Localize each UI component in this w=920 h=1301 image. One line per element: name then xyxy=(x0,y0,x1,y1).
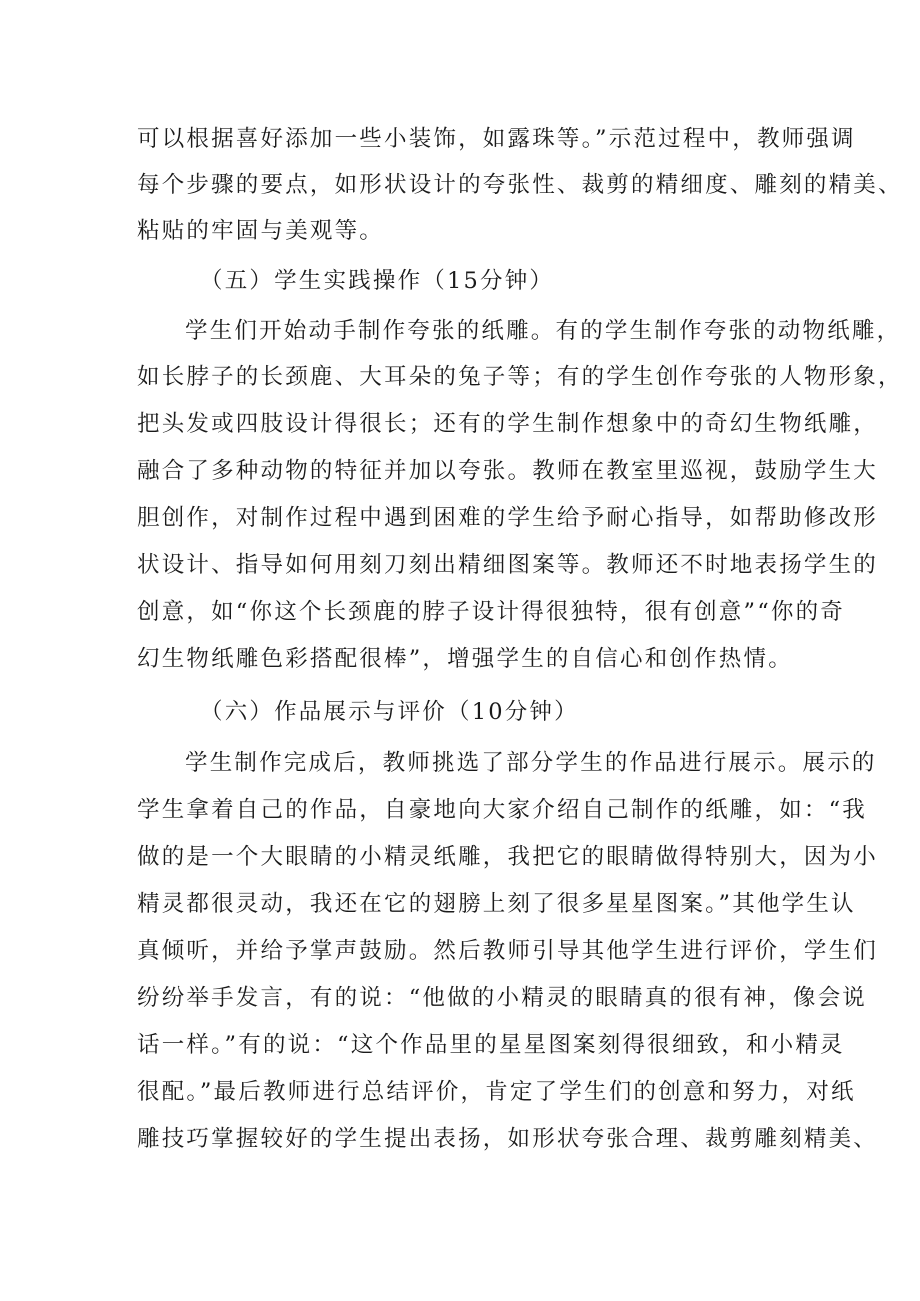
text-line: 把头发或四肢设计得很长；还有的学生制作想象中的奇幻生物纸雕， xyxy=(137,411,879,437)
text-line: 学生拿着自己的作品，自豪地向大家介绍自己制作的纸雕，如：“我 xyxy=(137,797,868,823)
paragraph-first-line: 学生们开始动手制作夸张的纸雕。有的学生制作夸张的动物纸雕， xyxy=(185,318,902,344)
text-line: 话一样。”有的说：“这个作品里的星星图案刻得很细致，和小精灵 xyxy=(137,1032,845,1058)
text-line: 纷纷举手发言，有的说：“他做的小精灵的眼睛真的很有神，像会说 xyxy=(137,985,868,1011)
text-line: 做的是一个大眼睛的小精灵纸雕，我把它的眼睛做得特别大，因为小 xyxy=(137,844,879,870)
section-heading: （五）学生实践操作（15分钟） xyxy=(200,268,555,294)
text-line: 雕技巧掌握较好的学生提出表扬，如形状夸张合理、裁剪雕刻精美、 xyxy=(137,1126,879,1152)
text-line: 很配。”最后教师进行总结评价，肯定了学生们的创意和努力，对纸 xyxy=(137,1079,856,1105)
text-line: 如长脖子的长颈鹿、大耳朵的兔子等；有的学生创作夸张的人物形象， xyxy=(137,364,903,390)
text-line: 胆创作，对制作过程中遇到困难的学生给予耐心指导，如帮助修改形 xyxy=(137,505,879,531)
section-heading: （六）作品展示与评价（10分钟） xyxy=(200,699,579,725)
text-line: 精灵都很灵动，我还在它的翅膀上刻了很多星星图案。”其他学生认 xyxy=(137,891,856,917)
text-line: 可以根据喜好添加一些小装饰，如露珠等。”示范过程中，教师强调 xyxy=(137,126,856,152)
text-line: 创意，如“你这个长颈鹿的脖子设计得很独特，很有创意”“你的奇 xyxy=(137,599,846,625)
text-line: 真倾听，并给予掌声鼓励。然后教师引导其他学生进行评价，学生们 xyxy=(137,938,879,964)
text-line: 粘贴的牢固与美观等。 xyxy=(137,218,385,244)
text-line: 幻生物纸雕色彩搭配很棒”，增强学生的自信心和创作热情。 xyxy=(137,646,793,672)
text-line: 状设计、指导如何用刻刀刻出精细图案等。教师还不时地表扬学生的 xyxy=(137,552,879,578)
paragraph-first-line: 学生制作完成后，教师挑选了部分学生的作品进行展示。展示的 xyxy=(185,750,877,776)
text-line: 每个步骤的要点，如形状设计的夸张性、裁剪的精细度、雕刻的精美、 xyxy=(137,172,903,198)
text-line: 融合了多种动物的特征并加以夸张。教师在教室里巡视，鼓励学生大 xyxy=(137,458,879,484)
